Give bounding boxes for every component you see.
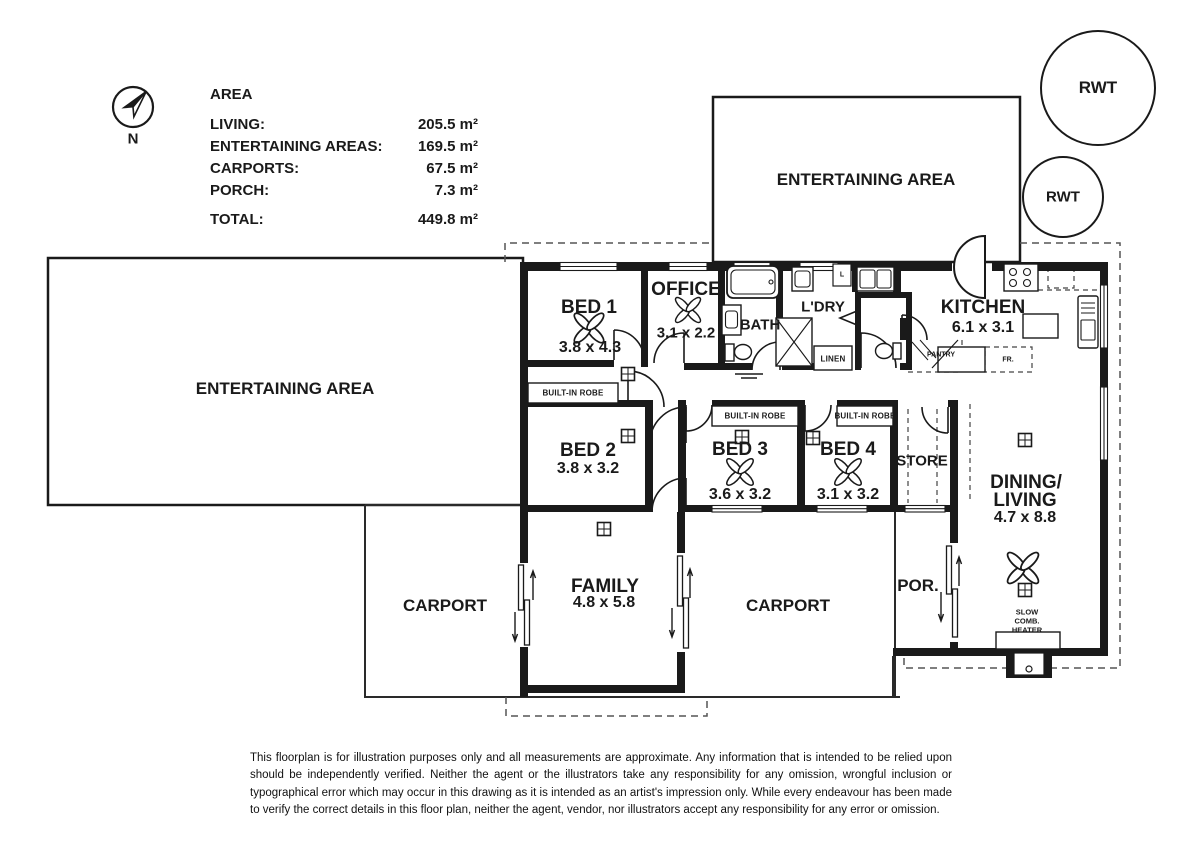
area-row-total: TOTAL: 449.8 m² [210, 211, 478, 228]
room-label-bed3: BED 3 [712, 439, 768, 460]
fridge-label: FR. [1002, 356, 1014, 364]
wc-toilet-icon [893, 343, 901, 359]
room-label-carport-right: CARPORT [745, 596, 831, 615]
towel-rail-icon [735, 374, 763, 378]
room-label-porch: POR. [897, 576, 939, 595]
compass-north-label: N [127, 130, 139, 148]
toilet-icon [725, 344, 734, 361]
area-row-porch: PORCH: 7.3 m² [210, 182, 478, 199]
room-dims-family: 4.8 x 5.8 [572, 594, 636, 611]
room-label-dining-line2: LIVING [993, 490, 1057, 511]
room-label-bath: BATH [739, 316, 781, 334]
compass-icon [113, 86, 153, 127]
room-label-office: OFFICE [651, 279, 721, 300]
robe-label-bed3: BUILT-IN ROBE [724, 411, 786, 421]
heater-label: SLOW COMB. HEATER [1011, 607, 1043, 635]
room-dims-bed4: 3.1 x 3.2 [816, 486, 880, 503]
room-dims-bed3: 3.6 x 3.2 [708, 486, 772, 503]
island-bench-icon [1023, 314, 1058, 338]
rwt-large-label: RWT [1078, 78, 1118, 97]
rwt-small-label: RWT [1046, 188, 1080, 206]
room-label-entertaining-top: ENTERTAINING AREA [776, 170, 956, 189]
disclaimer-text: This floorplan is for illustration purposes only and all measurements are approximate. Any information that is intended to be relied upon should be independently verified. Neither the agent or the illustrators take any responsibility for any omission, wrongful inclusion or typographical error which may occur in this drawing as it is intended as an artist's impression only. While every endeavour has been made to verify the correct details in this floor plan, neither the agent, vendor, nor illustrators accept any responsibility for any error or omission. [250, 752, 952, 816]
linen-label: LINEN [820, 354, 846, 364]
room-label-dining-line1: DINING/ [990, 472, 1062, 493]
room-dims-bed1: 3.8 x 4.3 [558, 339, 622, 356]
area-row-living: LIVING: 205.5 m² [210, 116, 478, 133]
area-table [210, 86, 478, 231]
room-label-bed1: BED 1 [561, 297, 617, 318]
robe-label-bed2: BUILT-IN ROBE [542, 388, 604, 398]
entry-door-icon [954, 236, 985, 298]
room-label-store: STORE [896, 452, 948, 470]
rainwater-tank-icons [1023, 31, 1155, 237]
room-label-entertaining-left: ENTERTAINING AREA [195, 379, 375, 398]
room-label-laundry: L'DRY [801, 298, 845, 316]
room-dims-kitchen: 6.1 x 3.1 [951, 319, 1015, 336]
room-label-kitchen: KITCHEN [940, 297, 1026, 318]
ceiling-vent-icons [598, 368, 1032, 597]
area-row-carports: CARPORTS: 67.5 m² [210, 160, 478, 177]
room-label-family: FAMILY [571, 576, 639, 597]
room-dims-bed2: 3.8 x 3.2 [556, 460, 620, 477]
area-table-title: AREA [210, 86, 253, 103]
room-label-bed4: BED 4 [820, 439, 876, 460]
room-dims-office: 3.1 x 2.2 [656, 324, 716, 342]
pantry-label: PANTRY [927, 351, 955, 359]
cooktop-icon [1004, 264, 1038, 291]
laundry-trough-label: L [839, 271, 845, 279]
room-label-bed2: BED 2 [560, 440, 616, 461]
room-dims-dining: 4.7 x 8.8 [993, 509, 1057, 526]
robe-label-bed4: BUILT-IN ROBE [834, 411, 896, 421]
room-label-carport-left: CARPORT [402, 596, 488, 615]
area-row-entertaining: ENTERTAINING AREAS: 169.5 m² [210, 138, 478, 155]
